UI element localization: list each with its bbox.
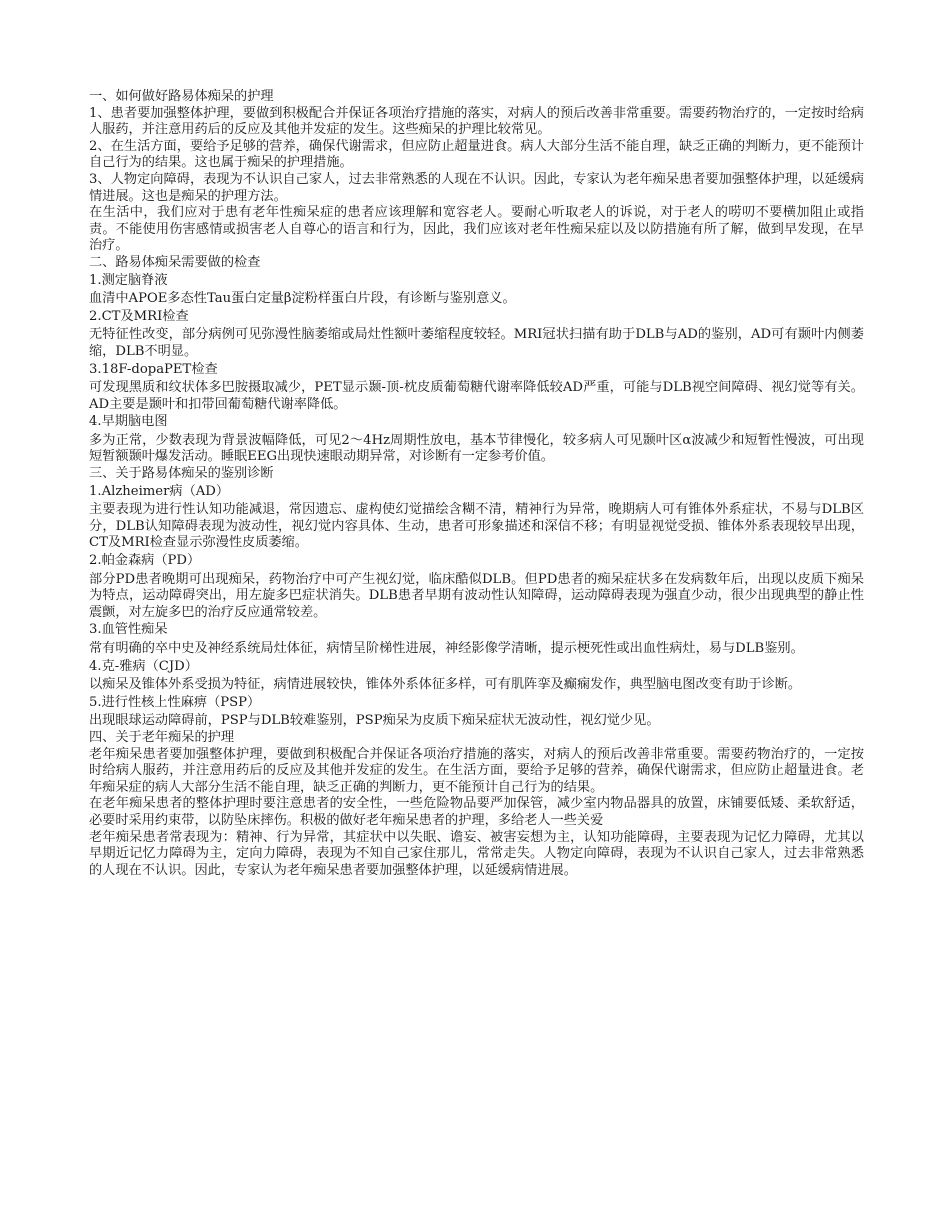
paragraph-elder-care-3: 老年痴呆患者常表现为：精神、行为异常，其症状中以失眠、谵妄、被害妄想为主，认知功能障碍，主要表现为记忆力障碍，尤其以早期近记忆力障碍为主，定向力障碍，表现为不知自己家住那儿，常常走失。人物定向障碍，表现为不认识自己家人，过去非常熟悉的人现在不认识。因此，专家认为老年痴呆患者要加强整体护理，以延缓病情进展。 xyxy=(89,829,864,878)
paragraph-care-4: 在生活中，我们应对于患有老年性痴呆症的患者应该理解和宽容老人。要耐心听取老人的诉说，对于老人的唠叨不要横加阻止或指责。不能使用伤害感情或损害老人自尊心的语言和行为，因此，我们应该对老年性痴呆症以及以防措施有所了解，做到早发现，在早治疗。 xyxy=(89,205,864,254)
section-heading-1: 一、如何做好路易体痴呆的护理 xyxy=(89,89,274,104)
paragraph-care-1: 1、患者要加强整体护理，要做到积极配合并保证各项治疗措施的落实，对病人的预后改善非常重要。需要药物治疗的，一定按时给病人服药，并注意用药后的反应及其他并发症的发生。这些痴呆的护理比较常见。 xyxy=(89,105,864,138)
subheading-csf: 1.测定脑脊液 xyxy=(89,272,168,288)
paragraph-csf: 血清中APOE多态性Tau蛋白定量β淀粉样蛋白片段，有诊断与鉴别意义。 xyxy=(89,291,516,307)
paragraph-care-2: 2、在生活方面，要给予足够的营养，确保代谢需求，但应防止超量进食。病人大部分生活不能自理，缺乏正确的判断力，更不能预计自己行为的结果。这也属于痴呆的护理措施。 xyxy=(89,138,864,171)
section-heading-4: 四、关于老年痴呆的护理 xyxy=(89,729,235,745)
paragraph-care-3: 3、人物定向障碍，表现为不认识自己家人，过去非常熟悉的人现在不认识。因此，专家认为老年痴呆患者要加强整体护理，以延缓病情进展。这也是痴呆的护理方法。 xyxy=(89,171,864,204)
subheading-ad: 1.Alzheimer病（AD） xyxy=(89,483,230,499)
section-heading-3: 三、关于路易体痴呆的鉴别诊断 xyxy=(89,466,274,482)
paragraph-pet: 可发现黑质和纹状体多巴胺摄取减少，PET显示颞-顶-枕皮质葡萄糖代谢率降低较AD严重，可能与DLB视空间障碍、视幻觉等有关。AD主要是颞叶和扣带回葡萄糖代谢率降低。 xyxy=(89,380,864,412)
paragraph-ct-mri: 无特征性改变，部分病例可见弥漫性脑萎缩或局灶性额叶萎缩程度较轻。MRI冠状扫描有助于DLB与AD的鉴别，AD可有颞叶内侧萎缩，DLB不明显。 xyxy=(89,327,864,359)
subheading-psp: 5.进行性核上性麻痹（PSP） xyxy=(89,694,261,710)
subheading-pet: 3.18F-dopaPET检查 xyxy=(89,361,218,377)
subheading-ct-mri: 2.CT及MRI检查 xyxy=(89,308,189,324)
section-heading-2: 二、路易体痴呆需要做的检查 xyxy=(89,254,261,270)
paragraph-pd: 部分PD患者晚期可出现痴呆，药物治疗中可产生视幻觉，临床酷似DLB。但PD患者的痴呆症状多在发病数年后，出现以皮质下痴呆为特点，运动障碍突出，用左旋多巴症状消失。DLB患者早期有波动性认知障碍，运动障碍表现为强直少动，很少出现典型的静止性震颤，对左旋多巴的治疗反应通常较差。 xyxy=(89,571,864,620)
paragraph-cjd: 以痴呆及锥体外系受损为特征，病情进展较快，锥体外系体征多样，可有肌阵挛及癫痫发作，典型脑电图改变有助于诊断。 xyxy=(89,677,802,693)
subheading-pd: 2.帕金森病（PD） xyxy=(89,553,201,569)
paragraph-psp: 出现眼球运动障碍前，PSP与DLB较难鉴别，PSP痴呆为皮质下痴呆症状无波动性，视幻觉少见。 xyxy=(89,713,660,729)
subheading-eeg: 4.早期脑电图 xyxy=(89,414,168,430)
paragraph-eeg: 多为正常，少数表现为背景波幅降低，可见2～4Hz周期性放电，基本节律慢化，较多病人可见颞叶区α波减少和短暂性慢波，可出现短暂额颞叶爆发活动。睡眠EEG出现快速眼动期异常，对诊断有一定参考价值。 xyxy=(89,432,864,465)
subheading-vascular: 3.血管性痴呆 xyxy=(89,622,168,638)
subheading-cjd: 4.克-雅病（CJD） xyxy=(89,658,198,674)
paragraph-vascular: 常有明确的卒中史及神经系统局灶体征，病情呈阶梯性进展，神经影像学清晰，提示梗死性或出血性病灶，易与DLB鉴别。 xyxy=(89,641,804,656)
paragraph-elder-care-2: 在老年痴呆患者的整体护理时要注意患者的安全性，一些危险物品要严加保管，减少室内物品器具的放置，床铺要低矮、柔软舒适，必要时采用约束带，以防坠床摔伤。积极的做好老年痴呆患者的护理，多给老人一些关爱 xyxy=(89,796,864,828)
paragraph-elder-care-1: 老年痴呆患者要加强整体护理，要做到积极配合并保证各项治疗措施的落实，对病人的预后改善非常重要。需要药物治疗的，一定按时给病人服药，并注意用药后的反应及其他并发症的发生。在生活方面，要给予足够的营养，确保代谢需求，但应防止超量进食。老年痴呆症的病人大部分生活不能自理，缺乏正确的判断力，更不能预计自己行为的结果。 xyxy=(89,746,864,795)
paragraph-ad: 主要表现为进行性认知功能减退，常因遗忘、虚构使幻觉描绘含糊不清，精神行为异常，晚期病人可有锥体外系症状，不易与DLB区分，DLB认知障碍表现为波动性，视幻觉内容具体、生动，患者可形象描述和深信不移；有明显视觉受损、锥体外系表现较早出现，CT及MRI检查显示弥漫性皮质萎缩。 xyxy=(89,502,864,551)
